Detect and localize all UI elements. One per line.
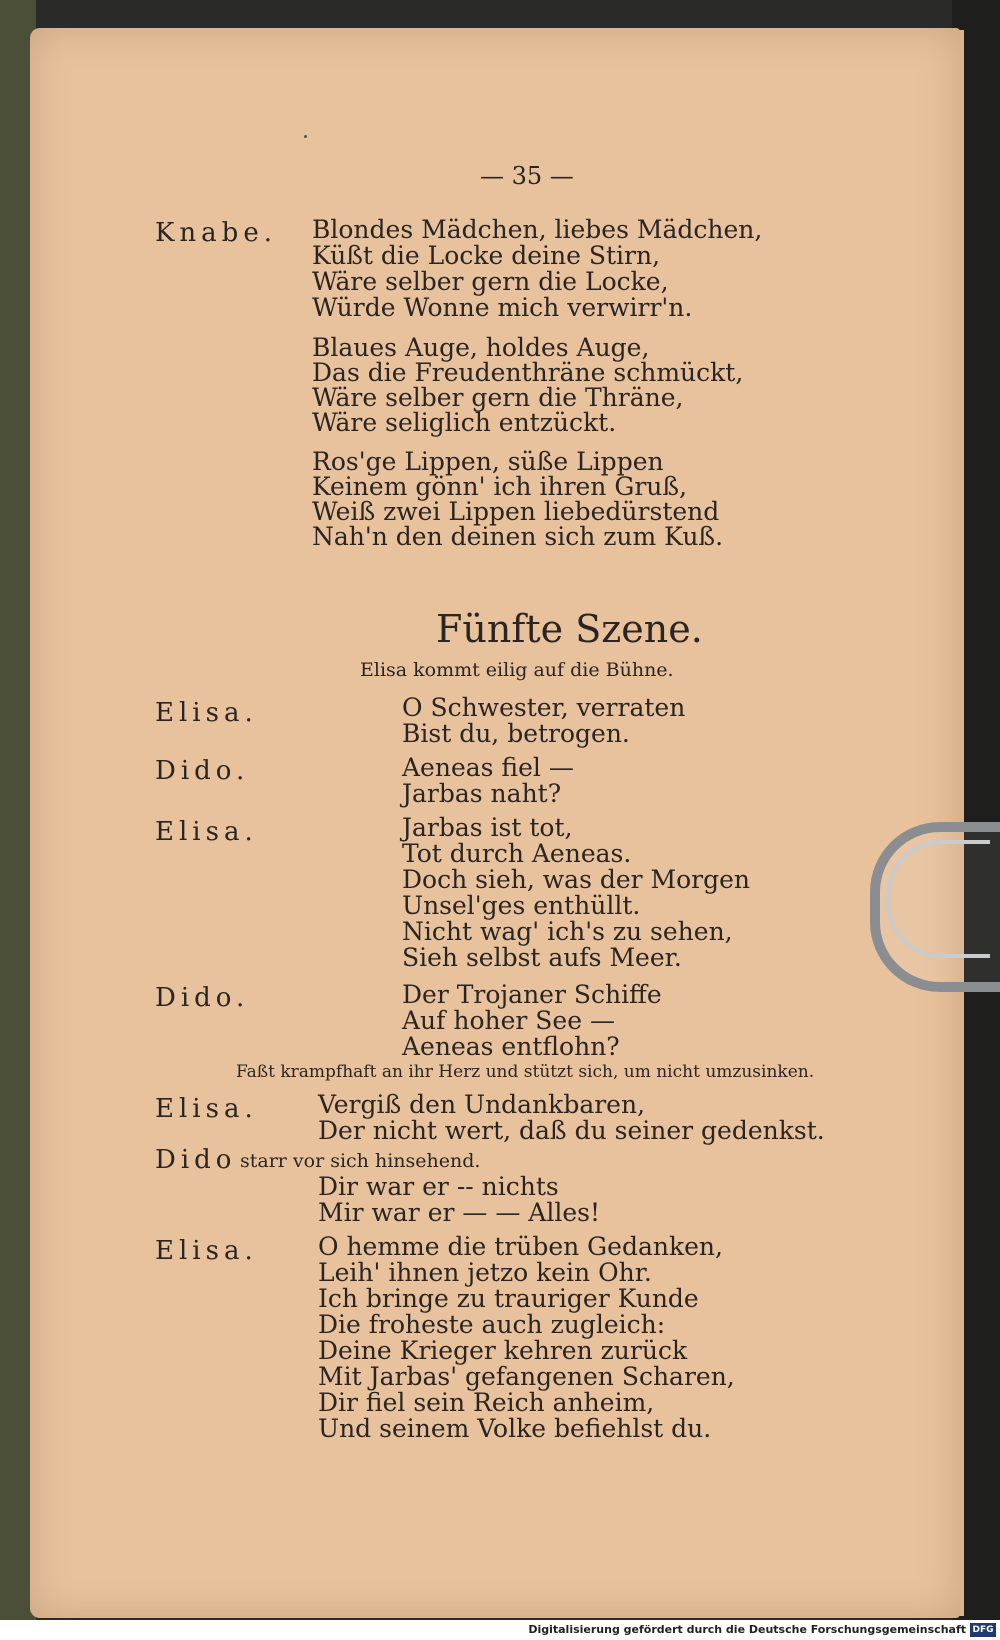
speaker-elisa: Elisa.	[155, 1094, 258, 1124]
verse-line: Jarbas naht?	[402, 779, 562, 808]
verse-line: Würde Wonne mich verwirr'n.	[312, 293, 693, 322]
verse-line: Mir war er — — Alles!	[318, 1198, 600, 1227]
verse-line: Weiß zwei Lippen liebedürstend	[312, 497, 720, 526]
verse-line: Die froheste auch zugleich:	[318, 1310, 666, 1339]
verse-line: Das die Freudenthräne schmückt,	[312, 358, 744, 387]
verse-line: Deine Krieger kehren zurück	[318, 1336, 688, 1365]
verse-line: Nah'n den deinen sich zum Kuß.	[312, 522, 724, 551]
verse-line: Wäre selber gern die Locke,	[312, 267, 669, 296]
verse-line: Mit Jarbas' gefangenen Scharen,	[318, 1362, 735, 1391]
verse-line: Sieh selbst aufs Meer.	[402, 943, 682, 972]
verse-line: Wäre seliglich entzückt.	[312, 408, 617, 437]
verse-line: Doch sieh, was der Morgen	[402, 865, 751, 894]
verse-line: Nicht wag' ich's zu sehen,	[402, 917, 733, 946]
speaker-dido: Dido	[155, 1145, 237, 1175]
stage-direction: starr vor sich hinsehend.	[240, 1150, 481, 1172]
verse-line: Küßt die Locke deine Stirn,	[312, 241, 661, 270]
speaker-elisa: Elisa.	[155, 1236, 258, 1266]
verse-line: Tot durch Aeneas.	[402, 839, 632, 868]
verse-line: Blaues Auge, holdes Auge,	[312, 333, 650, 362]
speaker-knabe: Knabe.	[155, 218, 277, 248]
page-speck	[304, 135, 307, 138]
verse-line: O hemme die trüben Gedanken,	[318, 1232, 723, 1261]
speaker-elisa: Elisa.	[155, 817, 258, 847]
speaker-dido: Dido.	[155, 983, 250, 1013]
speaker-dido: Dido.	[155, 756, 250, 786]
verse-line: Auf hoher See —	[402, 1006, 615, 1035]
verse-line: Dir war er -- nichts	[318, 1172, 559, 1201]
footer-credit: Digitalisierung gefördert durch die Deutsche Forschungsgemeinschaft	[528, 1623, 966, 1636]
scene-title: Fünfte Szene.	[436, 607, 703, 651]
verse-line: Und seinem Volke befiehlst du.	[318, 1414, 712, 1443]
stage-direction: Faßt krampfhaft an ihr Herz und stützt sich, um nicht umzusinken.	[236, 1062, 815, 1082]
verse-line: Ros'ge Lippen, süße Lippen	[312, 447, 664, 476]
verse-line: Vergiß den Undankbaren,	[318, 1090, 646, 1119]
verse-line: Jarbas ist tot,	[402, 813, 573, 842]
verse-line: Aeneas entflohn?	[402, 1032, 620, 1061]
verse-line: Blondes Mädchen, liebes Mädchen,	[312, 215, 763, 244]
verse-line: O Schwester, verraten	[402, 693, 686, 722]
stage-direction: Elisa kommt eilig auf die Bühne.	[360, 659, 674, 681]
page-number: — 35 —	[480, 162, 574, 190]
verse-line: Der Trojaner Schiffe	[402, 980, 662, 1009]
verse-line: Aeneas fiel —	[402, 753, 574, 782]
paper-clip-inner	[886, 840, 990, 958]
verse-line: Der nicht wert, daß du seiner gedenkst.	[318, 1116, 825, 1145]
dfg-logo: DFG	[970, 1623, 996, 1637]
verse-line: Wäre selber gern die Thräne,	[312, 383, 684, 412]
verse-line: Keinem gönn' ich ihren Gruß,	[312, 472, 688, 501]
verse-line: Ich bringe zu trauriger Kunde	[318, 1284, 699, 1313]
verse-line: Bist du, betrogen.	[402, 719, 630, 748]
verse-line: Leih' ihnen jetzo kein Ohr.	[318, 1258, 652, 1287]
speaker-elisa: Elisa.	[155, 698, 258, 728]
verse-line: Dir fiel sein Reich anheim,	[318, 1388, 655, 1417]
verse-line: Unsel'ges enthüllt.	[402, 891, 641, 920]
